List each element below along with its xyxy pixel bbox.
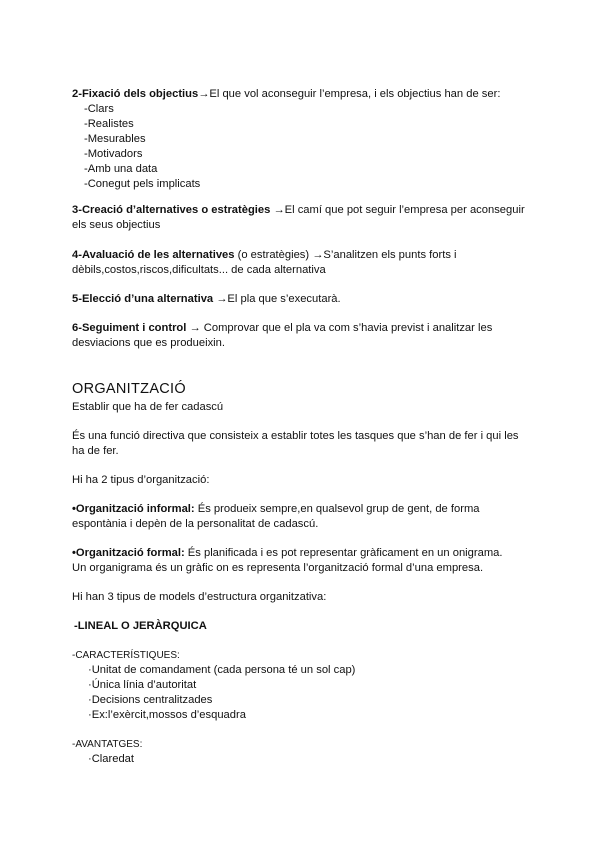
list-item: ·Unitat de comandament (cada persona té un sol cap) xyxy=(88,664,356,676)
informal-organization-text: És produeix sempre,en qualsevol grup de gent, de forma xyxy=(194,503,480,515)
section-election-title: 5-Elecció d’una alternativa xyxy=(72,293,214,305)
informal-organization-title: •Organització informal: xyxy=(72,503,195,515)
organization-definition-line1: És una funció directiva que consisteix a establir totes les tasques que s’han de fer i qui les xyxy=(72,430,519,442)
section-evaluation-line2: dèbils,costos,riscos,dificultats... de cada alternativa xyxy=(72,264,326,276)
section-evaluation-title: 4-Avaluació de les alternatives xyxy=(72,249,235,261)
advantages-label: -AVANTATGES: xyxy=(72,739,143,750)
characteristics-label: -CARACTERÍSTIQUES: xyxy=(72,650,180,661)
list-item: ·Única línia d’autoritat xyxy=(88,679,197,691)
lineal-characteristics xyxy=(72,648,532,723)
formal-organization-text: És planificada i es pot representar gràficament en un onigrama. xyxy=(184,547,503,559)
list-item: -Motivadors xyxy=(84,148,143,160)
list-item: ·Decisions centralitzades xyxy=(88,694,213,706)
section-evaluation xyxy=(72,248,532,278)
organization-subtitle: Establir que ha de fer cadascú xyxy=(72,401,224,413)
section-objectives-title: 2-Fixació dels objectius xyxy=(72,88,199,100)
section-control-title: 6-Seguiment i control xyxy=(72,322,187,334)
organization-definition-line2: ha de fer. xyxy=(72,445,119,457)
section-objectives-text: →El que vol aconseguir l’empresa, i els objectius han de ser: xyxy=(198,88,501,100)
section-alternatives-title: 3-Creació d’alternatives o estratègies xyxy=(72,204,271,216)
formal-organization-line2: Un organigrama és un gràfic on es representa l’organització formal d’una empresa. xyxy=(72,562,484,574)
list-item: ·Ex:l’exèrcit,mossos d’esquadra xyxy=(88,709,246,721)
lineal-heading xyxy=(74,619,534,634)
lineal-heading-text: -LINEAL O JERÀRQUICA xyxy=(74,620,207,632)
models-intro: Hi han 3 tipus de models d’estructura organitzativa: xyxy=(72,591,327,603)
section-election-text: →El pla que s’executarà. xyxy=(213,293,341,305)
section-objectives xyxy=(72,87,532,192)
organization-heading: ORGANITZACIÓ xyxy=(72,381,186,397)
section-control-text: → Comprovar que el pla va com s’havia previst i analitzar les xyxy=(186,322,493,334)
characteristics-list xyxy=(72,663,532,723)
section-alternatives xyxy=(72,203,532,233)
formal-organization xyxy=(72,546,532,576)
section-election xyxy=(72,292,532,307)
formal-organization-title: •Organització formal: xyxy=(72,547,185,559)
organization-types-intro: Hi ha 2 tipus d’organització: xyxy=(72,474,210,486)
list-item: -Amb una data xyxy=(84,163,158,175)
list-item: -Realistes xyxy=(84,118,134,130)
section-alternatives-line2: els seus objectius xyxy=(72,219,161,231)
list-item: -Conegut pels implicats xyxy=(84,178,201,190)
informal-organization-line2: espontània i depèn de la personalitat de cadascú. xyxy=(72,518,319,530)
section-control xyxy=(72,321,532,351)
section-control-line2: desviacions que es produeixin. xyxy=(72,337,225,349)
list-item: -Mesurables xyxy=(84,133,146,145)
section-alternatives-text: →El camí que pot seguir l’empresa per aconseguir xyxy=(270,204,525,216)
list-item: ·Claredat xyxy=(88,753,135,765)
section-evaluation-text: (o estratègies) →S’analitzen els punts forts i xyxy=(234,249,457,261)
lineal-advantages xyxy=(72,737,532,767)
list-item: -Clars xyxy=(84,103,114,115)
objectives-list xyxy=(72,102,532,192)
informal-organization xyxy=(72,502,532,532)
section-objectives-line xyxy=(72,87,532,102)
organization-definition xyxy=(72,429,532,459)
advantages-list xyxy=(72,752,532,767)
